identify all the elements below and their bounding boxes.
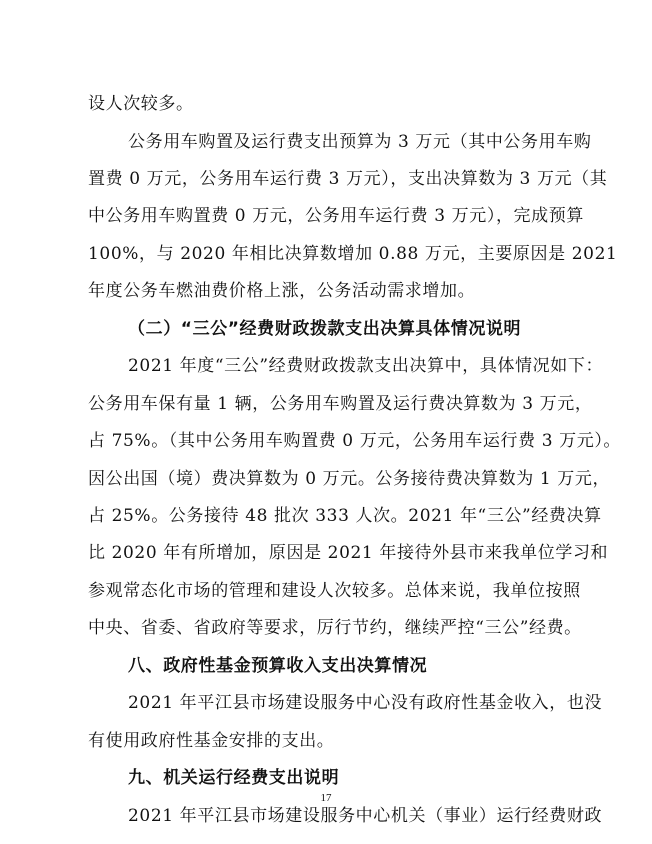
paragraph-line: 比 2020 年有所增加，原因是 2021 年接待外县市来我单位学习和 [88, 543, 609, 563]
paragraph-line: 公务用车购置及运行费支出预算为 3 万元（其中公务用车购 [128, 132, 592, 152]
paragraph-line: 置费 0 万元，公务用车运行费 3 万元），支出决算数为 3 万元（其 [88, 169, 608, 189]
section-heading: （二）“三公”经费财政拨款支出决算具体情况说明 [128, 319, 522, 339]
paragraph-line: 2021 年平江县市场建设服务中心机关（事业）运行经费财政 [128, 806, 603, 826]
page-number: 17 [320, 792, 332, 804]
paragraph-line: 中公务用车购置费 0 万元，公务用车运行费 3 万元），完成预算 [88, 206, 584, 226]
paragraph-line: 2021 年平江县市场建设服务中心没有政府性基金收入，也没 [128, 693, 603, 713]
paragraph-line: 100%，与 2020 年相比决算数增加 0.88 万元，主要原因是 2021 [88, 244, 618, 264]
paragraph-line: 占 75%。（其中公务用车购置费 0 万元，公务用车运行费 3 万元）。 [88, 431, 622, 451]
paragraph-line: 公务用车保有量 1 辆，公务用车购置及运行费决算数为 3 万元， [88, 394, 593, 414]
paragraph-line: 年度公务车燃油费价格上涨，公务活动需求增加。 [88, 281, 476, 301]
paragraph-line: 因公出国（境）费决算数为 0 万元。公务接待费决算数为 1 万元， [88, 469, 611, 489]
section-heading: 九、机关运行经费支出说明 [128, 768, 340, 788]
paragraph-line: 2021 年度“三公”经费财政拨款支出决算中，具体情况如下： [128, 356, 604, 376]
paragraph-line: 有使用政府性基金安排的支出。 [88, 731, 335, 751]
paragraph-line: 设人次较多。 [88, 94, 194, 114]
section-heading: 八、政府性基金预算收入支出决算情况 [128, 656, 428, 676]
paragraph-line: 占 25%。公务接待 48 批次 333 人次。2021 年“三公”经费决算 [88, 506, 602, 526]
paragraph-line: 参观常态化市场的管理和建设人次较多。总体来说，我单位按照 [88, 581, 581, 601]
paragraph-line: 中央、省委、省政府等要求，厉行节约，继续严控“三公”经费。 [88, 618, 582, 638]
